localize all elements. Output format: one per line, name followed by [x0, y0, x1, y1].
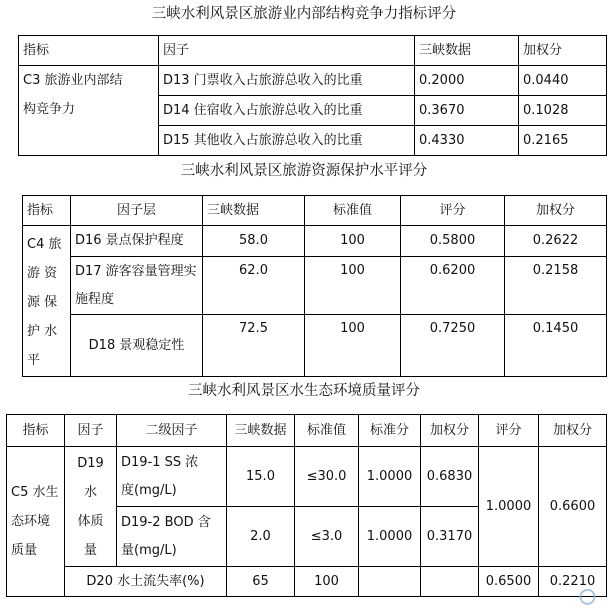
standard-score-cell: 1.0000: [359, 507, 421, 567]
score-cell: 0.5800: [401, 226, 505, 257]
header-data: 三峡数据: [415, 36, 519, 66]
data-cell: 72.5: [203, 315, 305, 377]
header-factor-layer: 因子层: [71, 196, 203, 226]
table1-title: 三峡水利风景区旅游业内部结构竞争力指标评分: [151, 6, 457, 22]
header-weighted: 加权分: [519, 36, 607, 66]
weight-cell: 0.2165: [519, 126, 607, 156]
factor-cell: D13 门票收入占旅游总收入的比重: [159, 66, 415, 96]
header-sub-weighted: 加权分: [421, 415, 479, 447]
indicator-line: 护 水: [27, 324, 58, 339]
subfactor-line: D19-1 SS 浓: [121, 454, 199, 470]
score-cell: 0.6500: [479, 567, 539, 597]
table3-header-row: [7, 415, 607, 447]
subfactor-cell: [117, 447, 227, 507]
factor-d19: [65, 447, 117, 567]
factor-cell: D14 住宿收入占旅游总收入的比重: [159, 96, 415, 126]
table3: [6, 414, 607, 597]
weight-cell: 0.1028: [519, 96, 607, 126]
indicator-c5: [7, 447, 65, 597]
header-indicator: 指标: [19, 36, 159, 66]
table2: [22, 195, 607, 377]
header-weighted: 加权分: [505, 196, 607, 226]
standard-cell: ≤3.0: [295, 507, 359, 567]
table1: [18, 35, 607, 156]
header-data: 三峡数据: [227, 415, 295, 447]
header-score: 评分: [401, 196, 505, 226]
indicator-line: 游 资: [27, 266, 58, 281]
table-row: [23, 315, 607, 377]
standard-cell: 100: [305, 226, 401, 257]
weight-cell: 0.2622: [505, 226, 607, 257]
table-row: [23, 226, 607, 257]
data-cell: 2.0: [227, 507, 295, 567]
indicator-line: 态环境: [11, 514, 51, 529]
score-cell: 0.7250: [401, 315, 505, 377]
indicator-line: C4 旅: [27, 237, 62, 252]
indicator-line: 构竞争力: [23, 102, 76, 117]
data-cell: 0.3670: [415, 96, 519, 126]
subfactor-line: 量(mg/L): [121, 542, 177, 558]
weight-cell: 0.2210: [539, 567, 607, 597]
weight-cell: 0.0440: [519, 66, 607, 96]
score-cell: 0.6200: [401, 257, 505, 315]
empty-cell: [421, 567, 479, 597]
data-cell: 15.0: [227, 447, 295, 507]
factor-line: D17 游客容量管理实: [75, 263, 197, 279]
indicator-line: 源 保: [27, 295, 58, 310]
subfactor-line: D19-2 BOD 含: [121, 514, 211, 530]
standard-cell: 100: [305, 257, 401, 315]
header-score: 评分: [479, 415, 539, 447]
indicator-c3: [19, 66, 159, 156]
header-weighted: 加权分: [539, 415, 607, 447]
subfactor-line: 度(mg/L): [121, 482, 177, 498]
data-cell: 58.0: [203, 226, 305, 257]
factor-cell: D18 景观稳定性: [71, 315, 203, 377]
table-row: [23, 257, 607, 315]
header-indicator: 指标: [7, 415, 65, 447]
data-cell: 65: [227, 567, 295, 597]
factor-cell: D15 其他收入占旅游总收入的比重: [159, 126, 415, 156]
table1-header-row: [19, 36, 607, 66]
header-indicator: 指标: [23, 196, 71, 226]
factor-line: 量: [83, 542, 97, 558]
table-row: [7, 567, 607, 597]
weight-cell: 0.1450: [505, 315, 607, 377]
standard-cell: 100: [305, 315, 401, 377]
table3-title: 三峡水利风景区水生态环境质量评分: [188, 383, 420, 399]
score-cell: 1.0000: [479, 447, 539, 567]
weight-cell: 0.2158: [505, 257, 607, 315]
header-subfactor: 二级因子: [117, 415, 227, 447]
subfactor-cell: [117, 507, 227, 567]
sub-weight-cell: 0.3170: [421, 507, 479, 567]
indicator-c4: [23, 226, 71, 377]
data-cell: 0.2000: [415, 66, 519, 96]
factor-d20: D20 水土流失率(%): [65, 567, 227, 597]
standard-score-cell: 1.0000: [359, 447, 421, 507]
header-standard: 标准值: [295, 415, 359, 447]
indicator-line: C3 旅游业内部结: [23, 73, 123, 88]
table2-header-row: [23, 196, 607, 226]
empty-cell: [359, 567, 421, 597]
factor-line: 施程度: [75, 291, 115, 307]
table-row: [19, 66, 607, 96]
indicator-line: 质量: [11, 543, 38, 558]
factor-line: D19 水: [77, 455, 104, 500]
standard-cell: ≤30.0: [295, 447, 359, 507]
header-standard: 标准值: [305, 196, 401, 226]
factor-cell: D16 景点保护程度: [71, 226, 203, 257]
header-factor: 因子: [159, 36, 415, 66]
standard-cell: 100: [295, 567, 359, 597]
indicator-line: C5 水生: [11, 485, 59, 500]
weight-cell: 0.6600: [539, 447, 607, 567]
data-cell: 62.0: [203, 257, 305, 315]
data-cell: 0.4330: [415, 126, 519, 156]
table-row: [7, 447, 607, 507]
factor-line: 体质: [77, 513, 104, 529]
factor-cell: [71, 257, 203, 315]
header-factor: 因子: [65, 415, 117, 447]
indicator-line: 平: [27, 353, 41, 368]
table2-title: 三峡水利风景区旅游资源保护水平评分: [180, 163, 428, 179]
header-data: 三峡数据: [203, 196, 305, 226]
sub-weight-cell: 0.6830: [421, 447, 479, 507]
header-standard-score: 标准分: [359, 415, 421, 447]
